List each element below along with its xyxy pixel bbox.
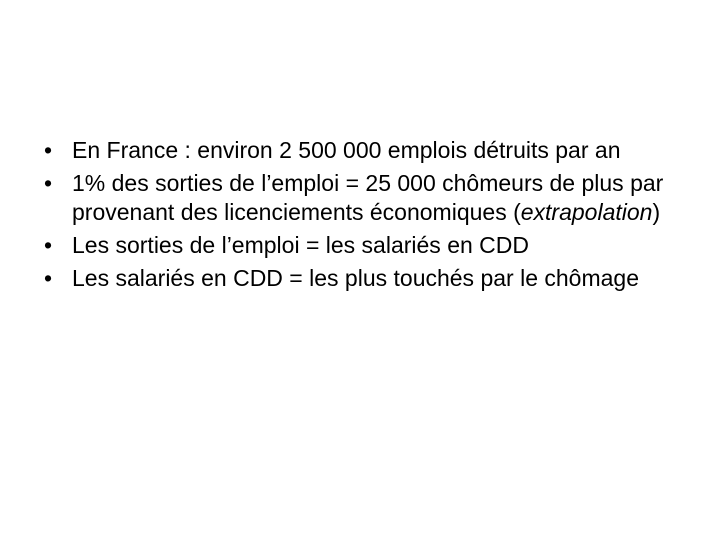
- bullet-item: [44, 264, 694, 293]
- bullet-icon: •: [44, 137, 53, 163]
- bullet-text: [72, 170, 663, 225]
- bullet-text: Les salariés en CDD = les plus touchés par le chômage: [72, 265, 639, 291]
- bullet-text-prefix: 1% des sorties de l’emploi = 25 000 chômeurs de plus par provenant des licenciements économiques (: [72, 170, 664, 225]
- bullet-text-suffix: ): [652, 199, 661, 225]
- bullet-icon: •: [44, 265, 53, 291]
- bullet-list: [44, 136, 694, 297]
- bullet-icon: •: [44, 170, 53, 196]
- bullet-icon: •: [44, 232, 53, 258]
- bullet-text: En France : environ 2 500 000 emplois détruits par an: [72, 137, 621, 163]
- bullet-text-emphasis: extrapolation: [520, 199, 653, 225]
- bullet-item: [44, 136, 694, 165]
- bullet-item: [44, 169, 694, 227]
- bullet-text: Les sorties de l’emploi = les salariés en CDD: [72, 232, 530, 258]
- bullet-item: [44, 231, 694, 260]
